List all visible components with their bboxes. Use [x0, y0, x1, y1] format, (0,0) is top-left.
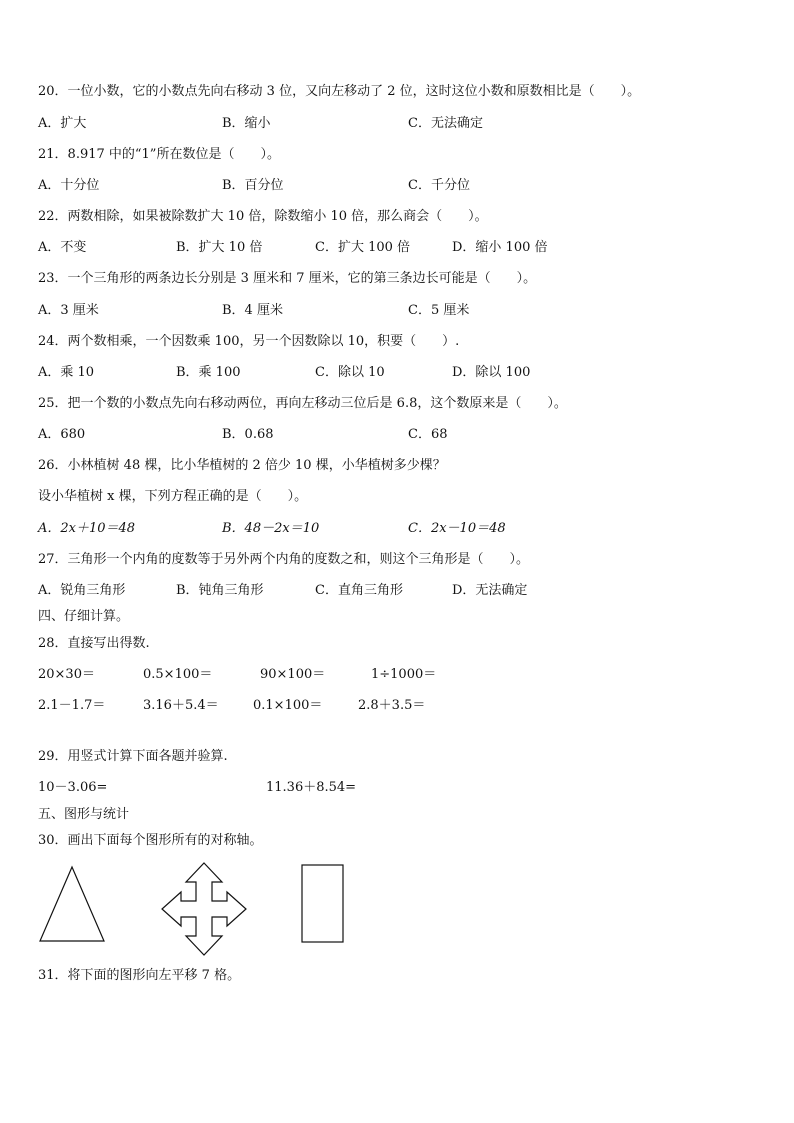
calc-item: 2.8＋3.5＝ [358, 698, 426, 713]
option-c: C．无法确定 [408, 116, 483, 131]
question-27-stem: 27．三角形一个内角的度数等于另外两个内角的度数之和，则这个三角形是（ ）。 [38, 552, 530, 567]
option-a: A．680 [38, 427, 86, 442]
option-a: A．锐角三角形 [38, 583, 126, 598]
option-a: A．扩大 [38, 116, 87, 131]
section-5-title: 五、图形与统计 [38, 807, 130, 822]
option-b: B．48－2x＝10 [222, 521, 320, 536]
question-20-stem: 20．一位小数，它的小数点先向右移动 3 位，又向左移动了 2 位，这时这位小数和原数相比是（ ）。 [38, 84, 641, 99]
option-c: C．68 [408, 427, 448, 442]
option-d: D．无法确定 [452, 583, 528, 598]
section-4-title: 四、仔细计算。 [38, 609, 130, 624]
option-c: C．除以 10 [315, 365, 385, 380]
question-28-stem: 28．直接写出得数. [38, 636, 150, 651]
calc-item: 0.1×100＝ [253, 698, 323, 713]
option-b: B．百分位 [222, 178, 284, 193]
option-b: B．乘 100 [176, 365, 241, 380]
calc-item: 1÷1000＝ [371, 667, 437, 682]
question-24-stem: 24．两个数相乘，一个因数乘 100，另一个因数除以 10，积要（ ）. [38, 334, 460, 349]
vertical-calc-item: 10－3.06= [38, 780, 108, 795]
option-c: C．2x－10＝48 [408, 521, 506, 536]
question-22-stem: 22．两数相除，如果被除数扩大 10 倍，除数缩小 10 倍，那么商会（ ）。 [38, 209, 488, 224]
option-c: C．千分位 [408, 178, 470, 193]
calc-item: 20×30＝ [38, 667, 95, 682]
vertical-calc-item: 11.36＋8.54= [266, 780, 357, 795]
calc-item: 0.5×100＝ [143, 667, 213, 682]
rectangle-figure [300, 863, 346, 945]
option-a: A．乘 10 [38, 365, 95, 380]
option-a: A．不变 [38, 240, 87, 255]
option-d: D．除以 100 [452, 365, 531, 380]
calc-item: 90×100＝ [260, 667, 326, 682]
option-b: B．4 厘米 [222, 303, 283, 318]
question-30-stem: 30．画出下面每个图形所有的对称轴。 [38, 833, 263, 848]
option-a: A．3 厘米 [38, 303, 99, 318]
question-25-stem: 25．把一个数的小数点先向右移动两位，再向左移动三位后是 6.8，这个数原来是（ ）。 [38, 396, 567, 411]
question-21-stem: 21．8.917 中的“1”所在数位是（ ）。 [38, 147, 280, 162]
option-b: B．扩大 10 倍 [176, 240, 263, 255]
four-arrow-figure [158, 860, 250, 958]
option-b: B．0.68 [222, 427, 274, 442]
option-c: C．5 厘米 [408, 303, 470, 318]
question-26-stem: 26．小林植树 48 棵，比小华植树的 2 倍少 10 棵，小华植树多少棵？ [38, 458, 446, 473]
question-29-stem: 29．用竖式计算下面各题并验算. [38, 749, 228, 764]
option-b: B．缩小 [222, 116, 271, 131]
option-a: A．2x＋10＝48 [38, 521, 136, 536]
option-d: D．缩小 100 倍 [452, 240, 548, 255]
question-26-stem-2: 设小华植树 x 棵，下列方程正确的是（ ）。 [38, 489, 308, 504]
question-23-stem: 23．一个三角形的两条边长分别是 3 厘米和 7 厘米，它的第三条边长可能是（ ）。 [38, 271, 537, 286]
option-c: C．直角三角形 [315, 583, 403, 598]
option-a: A．十分位 [38, 178, 100, 193]
calc-item: 2.1－1.7＝ [38, 698, 106, 713]
option-c: C．扩大 100 倍 [315, 240, 411, 255]
triangle-figure [36, 862, 110, 944]
calc-item: 3.16＋5.4＝ [143, 698, 219, 713]
option-b: B．钝角三角形 [176, 583, 264, 598]
question-31-stem: 31．将下面的图形向左平移 7 格。 [38, 968, 241, 983]
